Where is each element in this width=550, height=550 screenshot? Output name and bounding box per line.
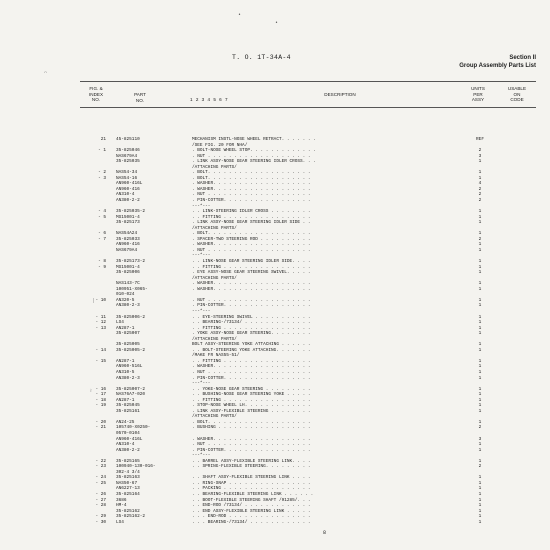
row-index: - 17 (95, 392, 106, 398)
row-index: - 29 (95, 514, 106, 520)
row-description: . NUT . . . . . . . . . . . . . . . . . . . . (192, 247, 311, 253)
row-description: . NUT . . . . . . . . . . . . . . . . . . . . (192, 442, 311, 448)
row-index: - 19 (95, 403, 106, 409)
row-description: . . BEARING-/73134/ . . . . . . . . . . . . . (192, 320, 311, 326)
row-units: 1 (478, 519, 482, 525)
row-units: 3 (478, 436, 482, 442)
row-description: . LINK ASSY-NOSE GEAR STEERING IDLER CROSS. . . (192, 159, 316, 165)
row-part-number: AN310-4 (116, 442, 135, 448)
row-description: . . SHAFT ASSY-FLEXIBLE STEERING LINK . . . . (192, 475, 311, 481)
row-description: /MAKE FR NAS55-51/ (192, 353, 240, 359)
row-index: - 23 (95, 464, 106, 470)
row-index: - 10 (95, 297, 106, 303)
row-description: /ATTACHING PARTS/ (192, 336, 237, 342)
row-description: . . RING-SNAP . . . . . . . . . . . . . . . . (192, 480, 311, 486)
row-description: . WASHER. . . . . . . . . . . . . . . . . . . (192, 186, 311, 192)
row-units: 2 (478, 148, 482, 154)
row-units: 1 (478, 259, 482, 265)
row-part-number: 0570-0104 (116, 430, 140, 436)
row-description: . NUT . . . . . . . . . . . . . . . . . . . . (192, 297, 311, 303)
row-description: . SPACER-TWO STEERING ROD . . . . . . . . . . (192, 236, 311, 242)
row-index: - 20 (95, 419, 106, 425)
row-units: 1 (478, 392, 482, 398)
row-index: - 13 (95, 325, 106, 331)
row-index: - 25 (95, 480, 106, 486)
header-top-rule (80, 81, 536, 82)
row-part-number: 3686 (116, 497, 127, 503)
row-description: . . . END-ROD . . . . . . . . . . . . . . . . (192, 514, 311, 520)
row-units: 1 (478, 408, 482, 414)
row-units: 1 (478, 342, 482, 348)
row-part-number: AN960-516L (116, 364, 143, 370)
row-units: 2 (478, 198, 482, 204)
row-description: . WASHER. . . . . . . . . . . . . . . . . . . (192, 281, 311, 287)
row-units: 2 (478, 236, 482, 242)
row-index: - 6 (98, 231, 106, 237)
row-part-number: 35-825035 (116, 159, 140, 165)
row-part-number: MS15001-4 (116, 264, 140, 270)
row-part-number: NAS143-7C (116, 281, 140, 287)
row-part-number: MS15001-4 (116, 214, 140, 220)
row-description: . LINK ASSY-NOSE GEAR STEERING IDLER SIDE . . (192, 220, 311, 226)
page-number: 8 (323, 530, 327, 536)
row-part-number: 105740-X0250- (116, 425, 151, 431)
row-part-number: 35-825006-2 (116, 314, 145, 320)
row-units: 1 (478, 480, 482, 486)
col-usable: USABLE ON CODE (507, 86, 527, 103)
row-part-number: LS4 (116, 519, 124, 525)
row-units: 1 (478, 503, 482, 509)
row-part-number: NAS54-16 (116, 175, 138, 181)
row-description: . BOLT-NOSE WHEEL STOP. . . . . . . . . . . . . (192, 148, 316, 154)
row-index: - 8 (98, 259, 106, 265)
row-index: - 11 (95, 314, 106, 320)
row-units: 3 (478, 153, 482, 159)
row-description: /ATTACHING PARTS/ (192, 414, 237, 420)
row-units: REF (476, 137, 484, 142)
row-units: 1 (478, 242, 482, 248)
row-units: 1 (478, 386, 482, 392)
row-part-number: 100951-X065- (116, 286, 148, 292)
row-description: ---*--- (192, 381, 211, 387)
row-description: . PIN-COTTER. . . . . . . . . . . . . . . . . (192, 198, 311, 204)
row-part-number: AN380-2-3 (116, 375, 140, 381)
row-part-number: AN960-416 (116, 242, 140, 248)
section-heading (459, 54, 536, 70)
to-number: T. O. 1T-34A-4 (232, 54, 291, 61)
row-index: - 26 (95, 492, 106, 497)
row-description: ---*--- (192, 308, 211, 314)
row-index: - 22 (95, 458, 106, 464)
row-description: . BOLT. . . . . . . . . . . . . . . . . . . . (192, 419, 311, 425)
row-description: . WASHER. . . . . . . . . . . . . . . . . . . (192, 436, 311, 442)
row-part-number: AN380-2-2 (116, 447, 140, 453)
row-description: . . FITTING . . . . . . . . . . . . . . . . . (192, 325, 311, 331)
row-description: BOLT ASSY-STEERING YOKE ATTACHING . . . . . . (192, 342, 311, 348)
row-units: 1 (478, 486, 482, 492)
row-part-number: HM-4 (116, 503, 127, 509)
row-description: . PIN-COTTER. . . . . . . . . . . . . . . . . (192, 303, 311, 309)
row-description: . . BUSHING-NOSE GEAR STEERING YOKE . . . . . (192, 392, 311, 398)
row-description: ---*--- (192, 253, 211, 259)
row-units: 1 (478, 325, 482, 331)
row-units: 1 (478, 447, 482, 453)
row-part-number: 35-825045 (116, 403, 140, 409)
row-index: - 27 (95, 497, 106, 503)
row-description: . . YOKE-NOSE GEAR STEERING . . . . . . . . . (192, 386, 311, 392)
row-units: 1 (478, 264, 482, 270)
row-index: - 24 (95, 475, 106, 481)
row-part-number: AN380-2-2 (116, 198, 140, 204)
row-units: 1 (478, 231, 482, 237)
row-part-number: 35-825165 (116, 458, 140, 464)
row-index: - 7 (98, 236, 106, 242)
row-units: 4 (478, 181, 482, 187)
row-units: 1 (478, 442, 482, 448)
row-description: . . END-ROD /73134/ . . . . . . . . . . . . . (192, 503, 311, 509)
row-index: - 4 (98, 209, 106, 215)
row-description: . . SPRING-FLEXIBLE STEERING. . . . . . . . . (192, 464, 311, 470)
row-description: . BOLT. . . . . . . . . . . . . . . . . . . . (192, 175, 311, 181)
row-part-number: AN960-416 (116, 186, 140, 192)
row-units: 1 (478, 159, 482, 165)
row-units: 1 (478, 397, 482, 403)
row-description: . . BOLT-STEERING YOKE ATTACHING. . . . . . . (192, 347, 311, 353)
row-units: 1 (478, 403, 482, 409)
row-description: /ATTACHING PARTS/ (192, 164, 237, 170)
row-units: 1 (478, 508, 482, 514)
parts-list (80, 137, 536, 525)
row-description: . YOKE ASSY-NOSE GEAR STEERING. . . . . . . . (192, 331, 311, 337)
row-description: . . FITTING . . . . . . . . . . . . . . . . . (192, 397, 311, 403)
row-units: 1 (478, 475, 482, 481)
row-description: . . FITTING . . . . . . . . . . . . . . . . . (192, 214, 311, 220)
row-part-number: 35-825007-2 (116, 386, 145, 392)
row-units: 1 (478, 320, 482, 326)
row-units: 1 (478, 220, 482, 226)
col-fig-index: FIG. & INDEX NO. (88, 86, 104, 103)
row-units: 1 (478, 514, 482, 520)
row-part-number: NAS679A4 (116, 247, 138, 253)
row-description: . . BARREL ASSY-FLEXIBLE STEERING LINK. . . . (192, 458, 311, 464)
row-part-number: 35-825162 (116, 508, 140, 514)
row-index: - 28 (95, 503, 106, 509)
row-description: . . BOOT-FLEXIBLE STEERING SHAFT /91285/. . . (192, 497, 311, 503)
row-index: 21 (100, 137, 106, 142)
row-description: . . FITTING . . . . . . . . . . . . . . . . . (192, 358, 311, 364)
row-part-number: 35-825161 (116, 408, 140, 414)
row-part-number: AN287-1 (116, 325, 135, 331)
row-description: . BUSHING . . . . . . . . . . . . . . . . . . (192, 425, 311, 431)
row-part-number: 35-825007 (116, 331, 140, 337)
row-description: . NUT . . . . . . . . . . . . . . . . . . . . (192, 369, 311, 375)
row-index: - 3 (98, 175, 106, 181)
row-index: - 15 (95, 358, 106, 364)
row-description: . BOLT. . . . . . . . . . . . . . . . . . . . (192, 231, 311, 237)
row-units: 2 (478, 192, 482, 198)
row-index: - 21 (95, 425, 106, 431)
row-description: . LINK ASSY-FLEXIBLE STEERING . . . . . . . . (192, 408, 311, 414)
row-part-number: NAS679A4 (116, 153, 138, 159)
row-description: . . . BEARING-/73134/ . . . . . . . . . . . . (192, 519, 311, 525)
row-description: /ATTACHING PARTS/ (192, 225, 237, 231)
row-description: /SEE FIG. 20 FOR NHA/ (192, 142, 248, 148)
row-index: - 12 (95, 320, 106, 326)
row-part-number: AN287-1 (116, 358, 135, 364)
row-part-number: AN24-25 (116, 419, 135, 425)
row-units: 1 (478, 175, 482, 181)
row-part-number: 35-825005 (116, 342, 140, 348)
row-units: 1 (478, 170, 482, 176)
row-part-number: NAS54-34 (116, 170, 138, 176)
row-units: 1 (478, 375, 482, 381)
section-label: Section II (509, 55, 536, 61)
row-part-number: 35-825173 (116, 220, 140, 226)
row-description: . WASHER. . . . . . . . . . . . . . . . . . . (192, 364, 311, 370)
row-index: - 14 (95, 347, 106, 353)
row-part-number: 35-825164 (116, 492, 140, 497)
row-part-number: 35-825173-2 (116, 259, 145, 265)
row-part-number: AN6227-13 (116, 486, 140, 492)
table-row (80, 520, 536, 526)
col-description: DESCRIPTION (324, 92, 356, 97)
header-bottom-rule (80, 107, 536, 108)
col-units: UNITS PER ASSY (471, 86, 485, 103)
row-units: 1 (478, 247, 482, 253)
row-units: 1 (478, 492, 482, 497)
row-description: . STOP-NOSE WHEEL LH. . . . . . . . . . . . . (192, 403, 311, 409)
row-part-number: AN310-4 (116, 192, 135, 198)
row-index: - 2 (98, 170, 106, 176)
row-index: - 30 (95, 519, 106, 525)
row-part-number: AN960-416L (116, 436, 143, 442)
row-units: 1 (478, 286, 482, 292)
row-part-number: AN287-1 (116, 397, 135, 403)
row-description: ---*--- (192, 203, 211, 209)
row-index: - 18 (95, 397, 106, 403)
row-description: . WASHER. . . . . . . . . . . . . . . . . . . (192, 286, 311, 292)
row-part-number: 35-825005-2 (116, 347, 145, 353)
row-description: . . EYE-STEERING SWIVEL . . . . . . . . . . . (192, 314, 311, 320)
row-part-number: 35-825006 (116, 270, 140, 276)
row-units: 2 (478, 425, 482, 431)
row-description: . . FITTING . . . . . . . . . . . . . . . . . (192, 264, 311, 270)
row-description: . NUT . . . . . . . . . . . . . . . . . . . . (192, 153, 311, 159)
row-description: . WASHER. . . . . . . . . . . . . . . . . . . (192, 242, 311, 248)
row-units: 1 (478, 364, 482, 370)
row-description: . PIN-COTTER. . . . . . . . . . . . . . . . . (192, 375, 311, 381)
row-units: 2 (478, 464, 482, 470)
row-part-number: 010-024 (116, 292, 135, 298)
row-index: - 16 (95, 386, 106, 392)
row-description: /ATTACHING PARTS/ (192, 275, 237, 281)
row-part-number: 35-825163 (116, 475, 140, 481)
row-units: 1 (478, 419, 482, 425)
row-units: 1 (478, 358, 482, 364)
row-units: 1 (478, 214, 482, 220)
row-units: 1 (478, 270, 482, 276)
row-description: . BOLT. . . . . . . . . . . . . . . . . . . . (192, 170, 311, 176)
col-part-no: PART NO. (134, 92, 146, 103)
row-part-number: 35-825033 (116, 236, 140, 242)
row-description: . . BEARING-FLEXIBLE STEERING LINK . . . . . . (192, 492, 314, 497)
row-part-number: 100940-130-016- (116, 464, 156, 470)
row-units: 1 (478, 297, 482, 303)
row-units: 1 (478, 497, 482, 503)
row-units: 1 (478, 281, 482, 287)
row-part-number: NAS76A7-020 (116, 392, 145, 398)
row-description: . PIN-COTTER. . . . . . . . . . . . . . . . . (192, 447, 311, 453)
row-part-number: AN380-2-3 (116, 303, 140, 309)
row-description: . WASHER. . . . . . . . . . . . . . . . . . . (192, 181, 311, 187)
row-part-number: LS4 (116, 320, 124, 326)
row-part-number: 35-825046 (116, 148, 140, 154)
row-part-number: 35-825035-2 (116, 209, 145, 215)
row-units: 1 (478, 347, 482, 353)
row-description: . . LINK-NOSE GEAR STEERING IDLER SIDE. . . . (192, 259, 311, 265)
row-part-number: AN960-416L (116, 181, 143, 187)
row-part-number: NAS54A24 (116, 231, 138, 237)
row-units: 2 (478, 186, 482, 192)
row-part-number: 45-825110 (116, 137, 140, 142)
row-part-number: 35-825162-2 (116, 514, 145, 520)
row-units: 1 (478, 314, 482, 320)
section-title: Group Assembly Parts List (459, 63, 536, 69)
row-description: . EYE ASSY-NOSE GEAR STEERING SWIVEL. . . . . (192, 270, 311, 276)
row-index: - 5 (98, 214, 106, 220)
row-units: 1 (478, 369, 482, 375)
row-description: ---*--- (192, 453, 211, 459)
row-part-number: 302-4 3/4 (116, 469, 140, 475)
row-description: . . END ASSY-FLEXIBLE STEERING LINK . . . . . (192, 508, 311, 514)
col-indent-scale: 1 2 3 4 5 6 7 (190, 97, 229, 102)
row-units: 1 (478, 303, 482, 309)
row-units: 1 (478, 458, 482, 464)
row-description: . NUT . . . . . . . . . . . . . . . . . . . . (192, 192, 311, 198)
row-description: MECHANISM INSTL-NOSE WHEEL RETRACT. . . . . . . (192, 137, 316, 142)
row-part-number: AN320-5 (116, 297, 135, 303)
row-description: . . PACKING . . . . . . . . . . . . . . . . . (192, 486, 311, 492)
row-part-number: AN310-5 (116, 369, 135, 375)
row-index: - 9 (98, 264, 106, 270)
row-units: 1 (478, 331, 482, 337)
row-part-number: NAS50-67 (116, 480, 138, 486)
row-description: . . LINK-STEERING IDLER CROSS . . . . . . . . (192, 209, 311, 215)
row-units: 1 (478, 209, 482, 215)
row-index: - 1 (98, 148, 106, 154)
